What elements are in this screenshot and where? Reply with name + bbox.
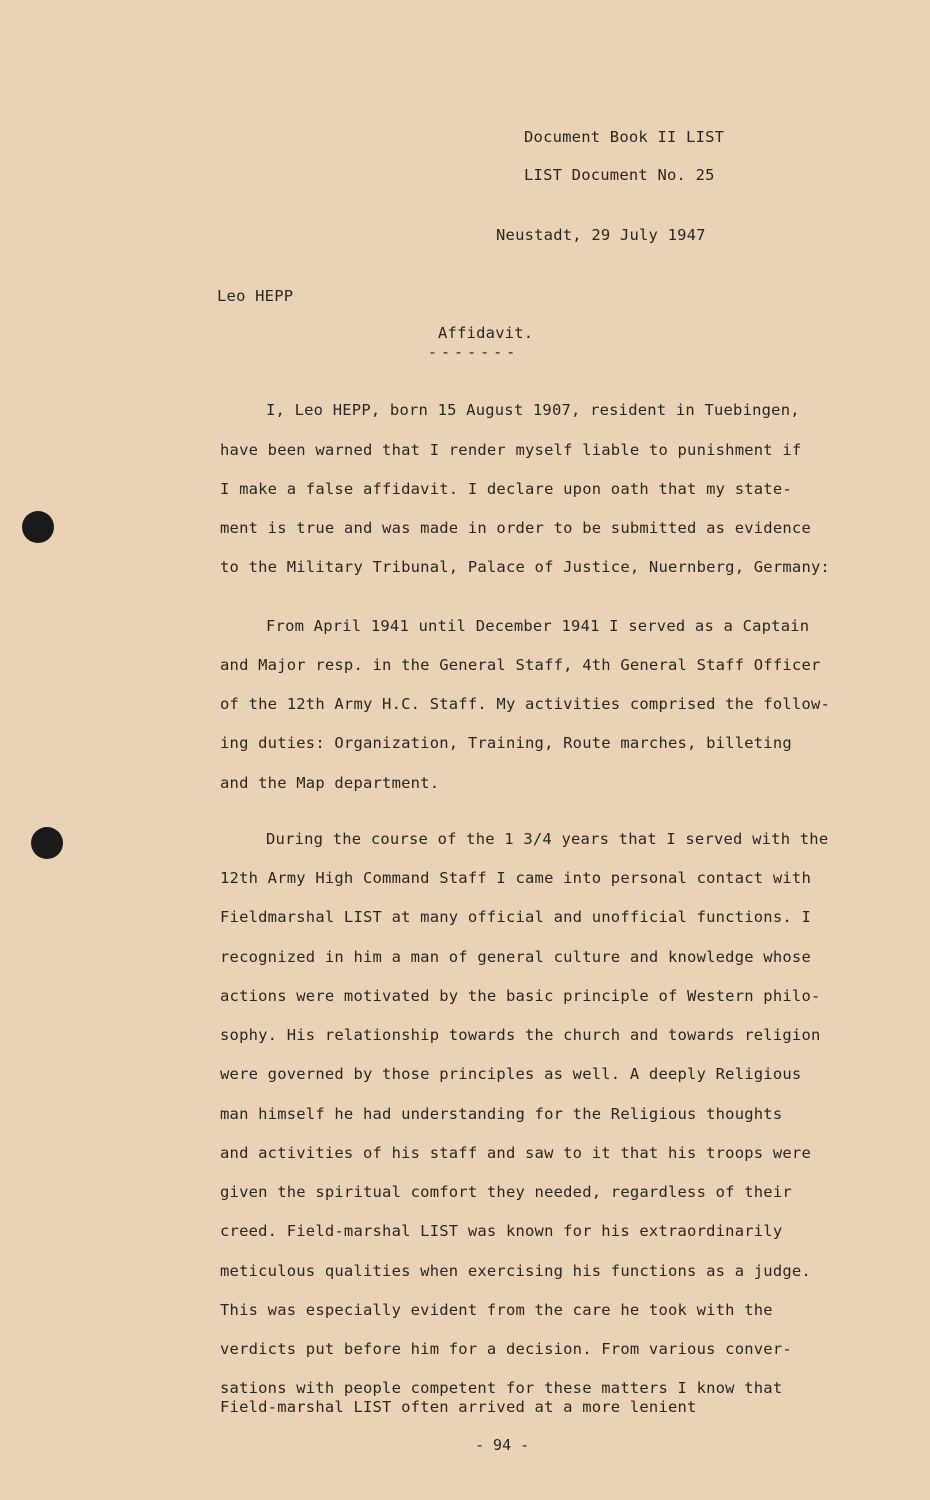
- paragraph-line: to the Military Tribunal, Palace of Justice, Nuernberg, Germany:: [220, 558, 831, 576]
- paragraph-line: sations with people competent for these matters I know that: [220, 1379, 783, 1397]
- page-number: - 94 -: [475, 1436, 530, 1454]
- paragraph-line: I, Leo HEPP, born 15 August 1907, resident in Tuebingen,: [266, 401, 800, 419]
- punch-hole: [22, 511, 54, 543]
- paragraph-line: recognized in him a man of general culture and knowledge whose: [220, 948, 811, 966]
- paragraph-line: man himself he had understanding for the Religious thoughts: [220, 1105, 783, 1123]
- document-book-label: Document Book II LIST: [524, 128, 725, 146]
- paragraph-line: creed. Field-marshal LIST was known for his extraordinarily: [220, 1222, 783, 1240]
- paragraph-line: I make a false affidavit. I declare upon oath that my state-: [220, 480, 792, 498]
- paragraph-line: sophy. His relationship towards the church and towards religion: [220, 1026, 821, 1044]
- paragraph-line: and the Map department.: [220, 774, 440, 792]
- document-title: Affidavit.: [438, 324, 534, 342]
- document-number: LIST Document No. 25: [524, 166, 715, 184]
- paragraph-line: meticulous qualities when exercising his functions as a judge.: [220, 1262, 811, 1280]
- paragraph-line: were governed by those principles as well. A deeply Religious: [220, 1065, 802, 1083]
- paragraph-line: From April 1941 until December 1941 I served as a Captain: [266, 617, 810, 635]
- paragraph-line: verdicts put before him for a decision. From various conver-: [220, 1340, 792, 1358]
- paragraph-line: ing duties: Organization, Training, Route marches, billeting: [220, 734, 792, 752]
- title-underline: -------: [428, 343, 520, 361]
- paragraph-line: actions were motivated by the basic principle of Western philo-: [220, 987, 821, 1005]
- paragraph-line: of the 12th Army H.C. Staff. My activities comprised the follow-: [220, 695, 831, 713]
- paragraph-line: have been warned that I render myself liable to punishment if: [220, 441, 802, 459]
- punch-hole: [31, 827, 63, 859]
- paragraph-line: ment is true and was made in order to be submitted as evidence: [220, 519, 811, 537]
- author-name: Leo HEPP: [217, 287, 294, 305]
- place-date: Neustadt, 29 July 1947: [496, 226, 706, 244]
- paragraph-line: This was especially evident from the care he took with the: [220, 1301, 773, 1319]
- paragraph-line: Field-marshal LIST often arrived at a more lenient: [220, 1398, 697, 1416]
- paragraph-line: given the spiritual comfort they needed, regardless of their: [220, 1183, 792, 1201]
- paragraph-line: During the course of the 1 3/4 years that I served with the: [266, 830, 829, 848]
- paragraph-line: and Major resp. in the General Staff, 4th General Staff Officer: [220, 656, 821, 674]
- paragraph-line: 12th Army High Command Staff I came into personal contact with: [220, 869, 811, 887]
- paragraph-line: and activities of his staff and saw to it that his troops were: [220, 1144, 811, 1162]
- paragraph-line: Fieldmarshal LIST at many official and unofficial functions. I: [220, 908, 811, 926]
